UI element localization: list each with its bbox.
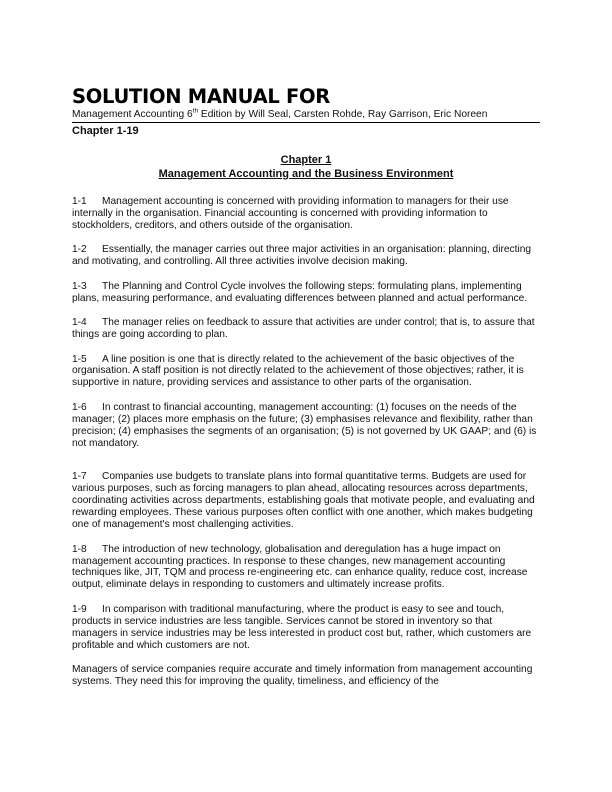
answer-item (72, 244, 540, 268)
answer-item (72, 281, 540, 305)
answer-text: The introduction of new technology, globalisation and deregulation has a huge impact on management accounting practices. In response to these changes, new management accounting techniques like, JIT, TQM and process re-engineering etc. can enhance quality, reduce cost, increase output, eliminate delays in responding to customers and ultimately increase profits. (72, 543, 528, 591)
chapter-number: Chapter 1 (280, 154, 332, 166)
answer-number: 1-1 (72, 196, 87, 207)
document-page (72, 86, 540, 700)
answer-continuation (72, 664, 540, 688)
answer-list (72, 196, 540, 688)
answer-item (72, 354, 540, 390)
answer-number: 1-7 (72, 471, 87, 483)
answer-item (72, 317, 540, 341)
answer-item (72, 471, 540, 531)
chapter-title: Management Accounting and the Business Environment (158, 168, 454, 180)
answer-text: Management accounting is concerned with providing information to managers for their use internally in the organisation. Financial accounting is concerned with providing information to stockholders, creditors, and others outside of the organisation. (72, 196, 509, 231)
edition-superscript: th (192, 107, 199, 115)
answer-text: The Planning and Control Cycle involves the following steps: formulating plans, implementing plans, measuring performance, and evaluating differences between planned and actual performance. (72, 280, 528, 304)
answer-number: 1-6 (72, 401, 87, 413)
answer-item (72, 196, 540, 232)
chapter-range: Chapter 1-19 (72, 125, 139, 137)
answer-text: A line position is one that is directly related to the achievement of the basic objectives of the organisation. A staff position is not directly related to the achievement of those objectives; rather, it is supportive in nature, providing services and assistance to other parts of the organisation. (72, 353, 524, 389)
answer-text: The manager relies on feedback to assure that activities are under control; that is, to assure that things are going according to plan. (72, 317, 535, 341)
answer-number: 1-8 (72, 543, 87, 555)
answer-number: 1-5 (72, 353, 87, 365)
answer-number: 1-3 (72, 280, 87, 292)
subtitle-authors: Edition by Will Seal, Carsten Rohde, Ray Garrison, Eric Noreen (198, 109, 488, 120)
answer-text: Essentially, the manager carries out three major activities in an organisation: planning, directing and motivating, and controlling. All three activities involve decision making. (72, 244, 532, 268)
answer-item (72, 604, 540, 652)
answer-number: 1-9 (72, 603, 87, 615)
answer-text: Companies use budgets to translate plans into formal quantitative terms. Budgets are used for various purposes, such as forcing managers to plan ahead, allocating resources across departments, coordinating activities across departments, establishing goals that motivate people, and evaluating and rewarding employees. These various purposes often conflict with one another, which makes budgeting one of management's most challenging activities. (72, 471, 535, 531)
answer-item (72, 544, 540, 592)
book-subtitle (72, 108, 540, 121)
header-divider (72, 122, 540, 123)
subtitle-text: Management Accounting 6 (72, 109, 193, 120)
manual-title: SOLUTION MANUAL FOR (72, 85, 330, 108)
answer-text: In comparison with traditional manufacturing, where the product is easy to see and touch, products in service industries are less tangible. Services cannot be stored in inventory so that managers in service industries may be less interested in product cost but, rather, which customers are profitable and which customers are not. (72, 603, 532, 651)
answer-item (72, 402, 540, 450)
answer-number: 1-2 (72, 244, 87, 256)
answer-text: Managers of service companies require accurate and timely information from management accounting systems. They need this for improving the quality, timeliness, and efficiency of the (72, 664, 533, 687)
answer-text: In contrast to financial accounting, management accounting: (1) focuses on the needs of the manager; (2) places more emphasis on the future; (3) emphasises relevance and flexibility, rather than precision; (4) emphasises the segments of an organisation; (5) is not governed by UK GAAP; and (6) is not mandatory. (72, 401, 537, 449)
answer-number: 1-4 (72, 317, 87, 329)
